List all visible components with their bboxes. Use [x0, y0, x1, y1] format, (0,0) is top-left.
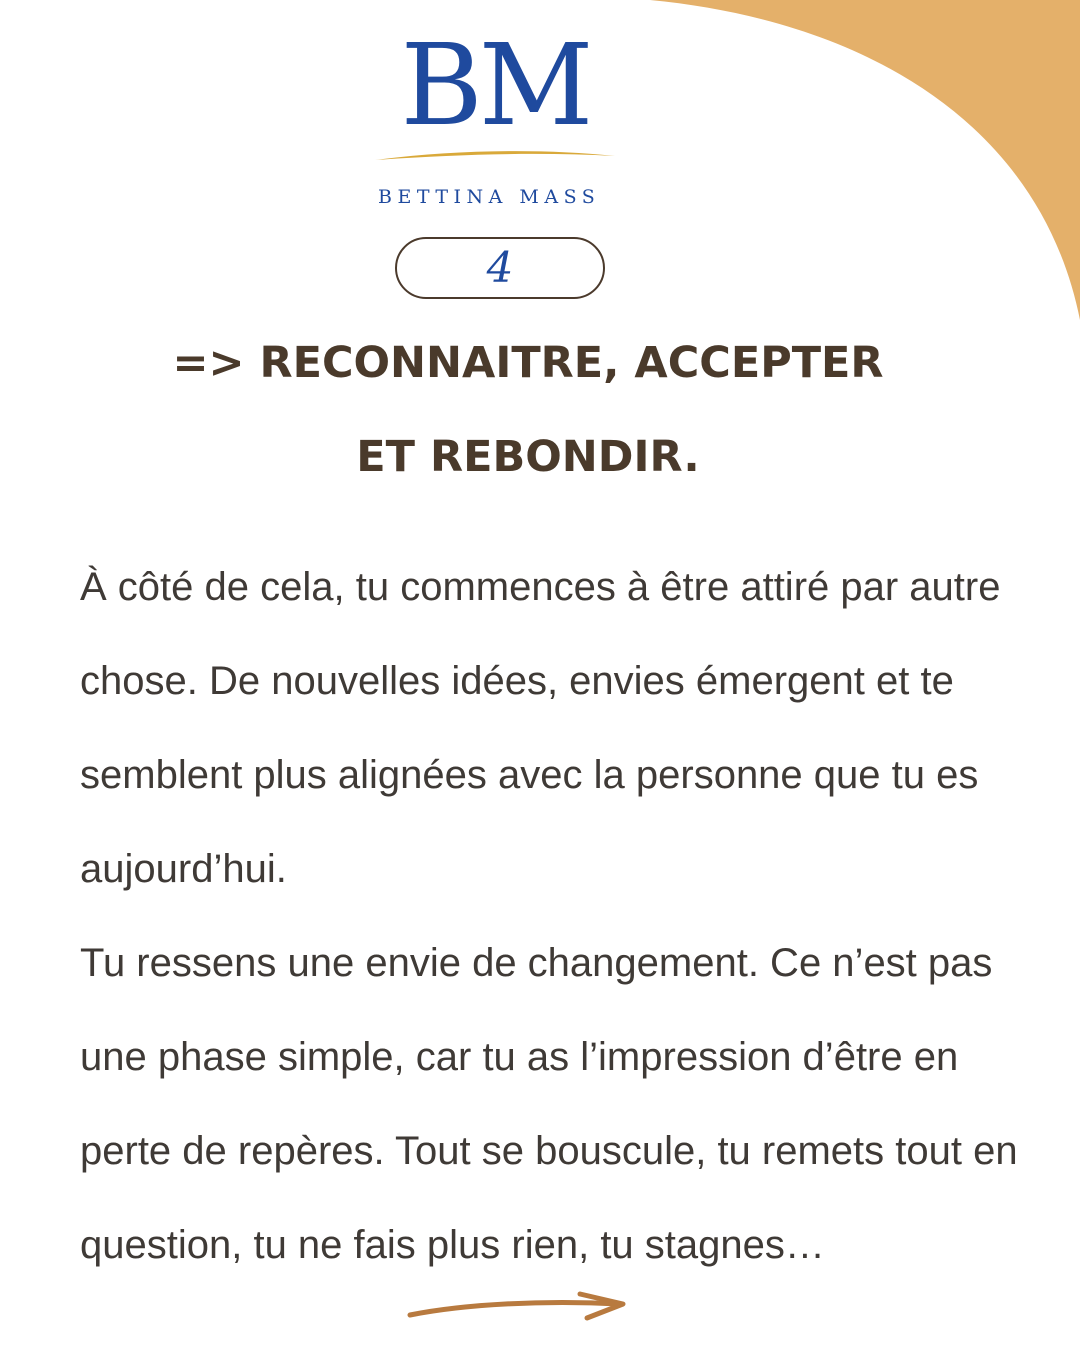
heading-line-2: ET REBONDIR. — [356, 432, 700, 482]
logo-swoosh-icon — [370, 146, 620, 162]
logo-name: BETTINA MASS — [378, 186, 601, 208]
slide-number-badge — [395, 237, 605, 299]
logo-letters: BM — [400, 21, 590, 151]
body-paragraph-2: Tu ressens une envie de changement. Ce n’est pas une phase simple, car tu as l’impression d’être en perte de repères. Tout se bouscule, tu remets tout en question, tu ne fais plus rien, tu stagnes… — [80, 941, 1018, 1267]
body-paragraph-1: À côté de cela, tu commences à être attiré par autre chose. De nouvelles idées, envies émergent et te semblent plus alignées avec la personne que tu es aujourd’hui. — [80, 565, 1001, 891]
heading-line-1: => RECONNAITRE, ACCEPTER — [172, 338, 884, 388]
brand-logo — [370, 21, 620, 208]
body-text — [80, 540, 1040, 1292]
arrow-right-icon[interactable] — [405, 1288, 635, 1328]
slide-number: 4 — [486, 243, 514, 292]
